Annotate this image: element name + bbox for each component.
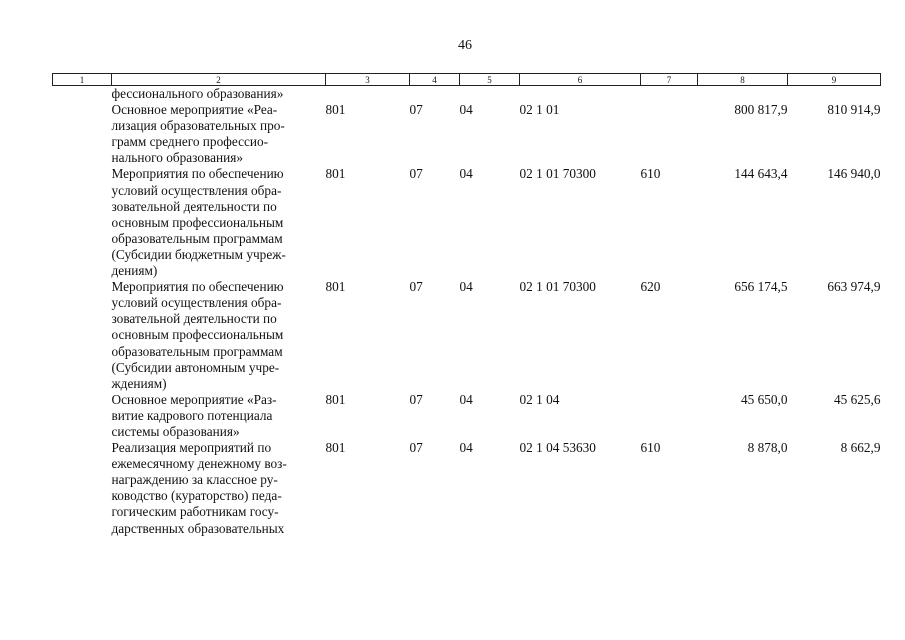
cell-ministry-code: 801 <box>325 279 346 295</box>
table-row <box>53 86 881 103</box>
item-name-line: ежемесячному денежному воз- <box>111 456 287 472</box>
cell-amount-year2: 45 625,6 <box>833 391 881 407</box>
cell-target-article: 02 1 01 70300 <box>519 279 596 295</box>
column-header: 1 <box>53 74 112 86</box>
cell-target-article: 02 1 01 <box>519 102 560 118</box>
item-name-line: (Субсидии бюджетным учреж- <box>111 246 286 262</box>
cell-subsection: 04 <box>459 279 473 295</box>
item-name-line: образовательным программам <box>111 230 283 246</box>
cell-amount-year1: 656 174,5 <box>734 279 788 295</box>
cell-section <box>410 86 460 103</box>
cell-item-name <box>112 86 326 103</box>
cell-item-name <box>112 392 326 440</box>
cell-section: 07 <box>409 440 423 456</box>
item-name-line: награждению за классное ру- <box>111 472 278 488</box>
cell-expense-type <box>641 392 698 440</box>
budget-table <box>52 73 881 537</box>
cell-item-name <box>112 279 326 392</box>
table-row <box>53 102 881 166</box>
cell-item-name <box>112 166 326 279</box>
cell-amount-year2: 810 914,9 <box>827 102 881 118</box>
cell-subsection: 04 <box>459 391 473 407</box>
cell-subsection: 04 <box>459 166 473 182</box>
cell-ministry-code: 801 <box>325 102 346 118</box>
cell-amount-year2: 8 662,9 <box>840 440 881 456</box>
cell-target-article <box>520 86 641 103</box>
cell-ministry-code: 801 <box>325 166 346 182</box>
item-name-line: образовательным программам <box>111 343 283 359</box>
cell-item-name <box>112 440 326 537</box>
cell-section: 07 <box>409 102 423 118</box>
cell-amount-year1 <box>698 86 788 103</box>
column-header: 8 <box>698 74 788 86</box>
cell-ministry-code <box>326 86 410 103</box>
page-number: 46 <box>458 38 472 53</box>
cell-section: 07 <box>409 391 423 407</box>
cell-amount-year1: 45 650,0 <box>740 391 788 407</box>
item-name-line: основным профессиональным <box>111 214 284 230</box>
item-name-line: гогическим работникам госу- <box>111 504 279 520</box>
cell-section: 07 <box>409 279 423 295</box>
column-number-row <box>53 74 881 86</box>
cell-col1 <box>53 440 112 537</box>
cell-expense-type <box>641 102 698 166</box>
cell-expense-type: 620 <box>640 279 661 295</box>
cell-amount-year2: 663 974,9 <box>827 279 881 295</box>
table-row <box>53 440 881 537</box>
cell-col1 <box>53 166 112 279</box>
column-header: 7 <box>641 74 698 86</box>
column-header: 9 <box>788 74 881 86</box>
column-header: 3 <box>326 74 410 86</box>
item-name-line: системы образования» <box>111 423 240 439</box>
item-name-line: нального образования» <box>111 150 243 166</box>
table-row <box>53 166 881 279</box>
column-header: 4 <box>410 74 460 86</box>
column-header: 2 <box>112 74 326 86</box>
cell-ministry-code: 801 <box>325 440 346 456</box>
item-name-line: зовательной деятельности по <box>111 198 277 214</box>
item-name-line: грамм среднего профессио- <box>111 134 269 150</box>
cell-expense-type <box>641 86 698 103</box>
item-name-line: зовательной деятельности по <box>111 311 277 327</box>
cell-amount-year1: 8 878,0 <box>747 440 788 456</box>
cell-amount-year2: 146 940,0 <box>827 166 881 182</box>
cell-amount-year2 <box>788 86 881 103</box>
item-name-line: основным профессиональным <box>111 327 284 343</box>
cell-subsection: 04 <box>459 102 473 118</box>
cell-target-article: 02 1 04 <box>519 391 560 407</box>
cell-expense-type: 610 <box>640 166 661 182</box>
item-name-line: ководство (кураторство) педа- <box>111 488 282 504</box>
item-name-line: Основное мероприятие «Реа- <box>111 102 278 118</box>
cell-col1 <box>53 279 112 392</box>
item-name-line: ждениям) <box>111 375 167 391</box>
cell-section: 07 <box>409 166 423 182</box>
item-name-line: условий осуществления обра- <box>111 295 282 311</box>
item-name-line: Мероприятия по обеспечению <box>111 279 284 295</box>
table-row <box>53 392 881 440</box>
table-row <box>53 279 881 392</box>
item-name-line: дениям) <box>111 263 158 279</box>
cell-target-article: 02 1 04 53630 <box>519 440 596 456</box>
cell-expense-type: 610 <box>640 440 661 456</box>
cell-ministry-code: 801 <box>325 391 346 407</box>
column-header: 5 <box>460 74 520 86</box>
cell-subsection <box>460 86 520 103</box>
item-name-line: лизация образовательных про- <box>111 118 285 134</box>
cell-amount-year1: 144 643,4 <box>734 166 788 182</box>
item-name-line: условий осуществления обра- <box>111 182 282 198</box>
cell-item-name <box>112 102 326 166</box>
item-name-line: дарственных образовательных <box>111 520 285 536</box>
cell-subsection: 04 <box>459 440 473 456</box>
cell-col1 <box>53 392 112 440</box>
item-name-line: фессионального образования» <box>111 86 284 101</box>
item-name-line: (Субсидии автономным учре- <box>111 359 280 375</box>
cell-col1 <box>53 102 112 166</box>
item-name-line: Мероприятия по обеспечению <box>111 166 284 182</box>
cell-amount-year1: 800 817,9 <box>734 102 788 118</box>
table-body <box>53 86 881 537</box>
column-header: 6 <box>520 74 641 86</box>
item-name-line: Реализация мероприятий по <box>111 440 272 456</box>
cell-col1 <box>53 86 112 103</box>
item-name-line: витие кадрового потенциала <box>111 407 273 423</box>
cell-target-article: 02 1 01 70300 <box>519 166 596 182</box>
item-name-line: Основное мероприятие «Раз- <box>111 391 277 407</box>
